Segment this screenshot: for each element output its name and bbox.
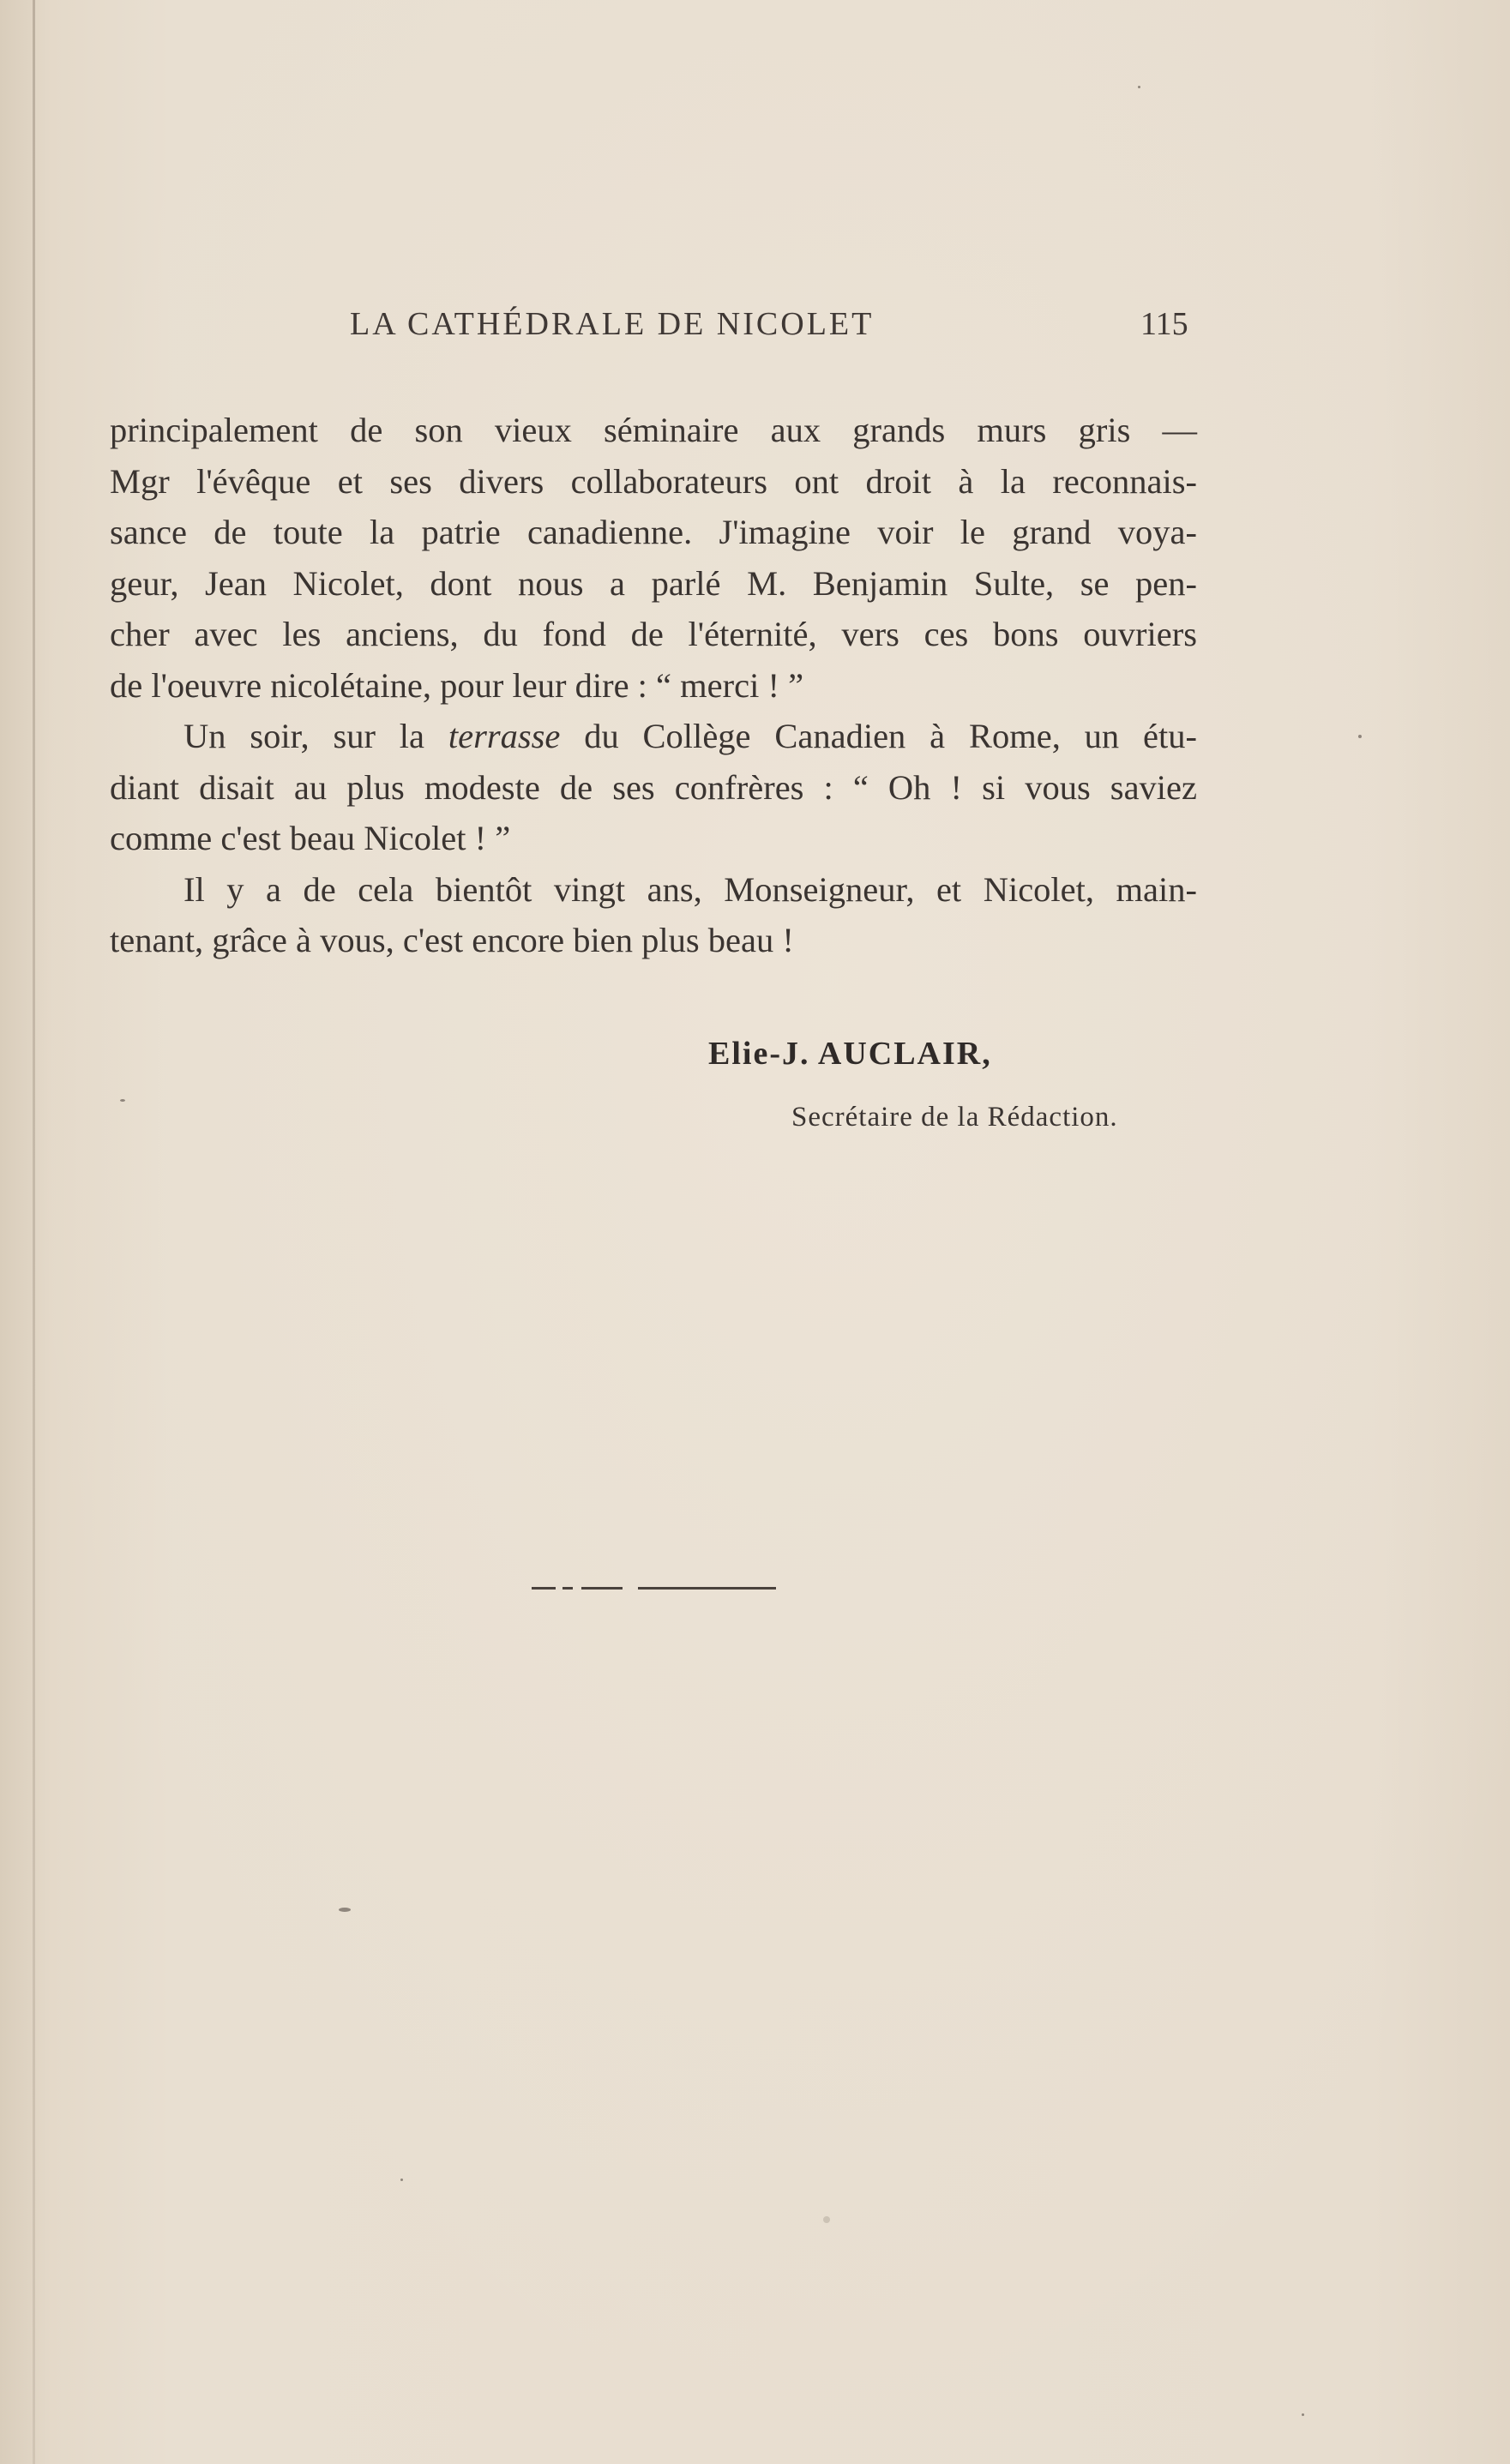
rule-segment xyxy=(581,1587,623,1590)
paper-speck xyxy=(823,2216,830,2223)
rule-segment xyxy=(532,1587,556,1590)
text-line: Mgr l'évêque et ses divers collaborateurs ont droit à la reconnais- xyxy=(110,461,1197,501)
paper-speck xyxy=(400,2179,403,2181)
text-line: principalement de son vieux séminaire aux grands murs gris — xyxy=(110,411,1197,449)
page-edge-shadow xyxy=(33,0,35,2464)
rule-segment xyxy=(562,1587,573,1590)
rule-segment xyxy=(638,1587,776,1590)
paper-speck xyxy=(1302,2413,1304,2416)
paper-speck xyxy=(1358,735,1362,738)
text-line: sance de toute la patrie canadienne. J'imagine voir le grand voya- xyxy=(110,513,1197,551)
text-line: diant disait au plus modeste de ses confrères : “ Oh ! si vous saviez xyxy=(110,767,1197,807)
text-line: comme c'est beau Nicolet ! ” xyxy=(110,819,511,857)
text-line: cher avec les anciens, du fond de l'éternité, vers ces bons ouvriers xyxy=(110,615,1197,653)
running-head-title: LA CATHÉDRALE DE NICOLET xyxy=(350,306,875,342)
paper-speck xyxy=(1138,86,1140,88)
text-line: Il y a de cela bientôt vingt ans, Monseigneur, et Nicolet, main- xyxy=(183,869,1197,909)
text-line: de l'oeuvre nicolétaine, pour leur dire : “ merci ! ” xyxy=(110,665,804,705)
paper-speck xyxy=(120,1099,125,1102)
page-number: 115 xyxy=(1140,306,1188,342)
end-rule-divider xyxy=(532,1587,776,1590)
body-text xyxy=(110,405,1197,966)
text-fragment: du Collège Canadien à Rome, un étu- xyxy=(560,717,1197,755)
text-line: tenant, grâce à vous, c'est encore bien plus beau ! xyxy=(110,921,794,959)
signature-name: Elie-J. AUCLAIR, xyxy=(708,1036,992,1072)
signature-title: Secrétaire de la Rédaction. xyxy=(791,1102,1118,1133)
italic-word: terrasse xyxy=(448,717,561,755)
paper-speck xyxy=(339,1908,351,1912)
text-line: geur, Jean Nicolet, dont nous a parlé M. Benjamin Sulte, se pen- xyxy=(110,563,1197,603)
text-line xyxy=(110,711,1197,762)
text-fragment: Un soir, sur la xyxy=(183,717,448,755)
